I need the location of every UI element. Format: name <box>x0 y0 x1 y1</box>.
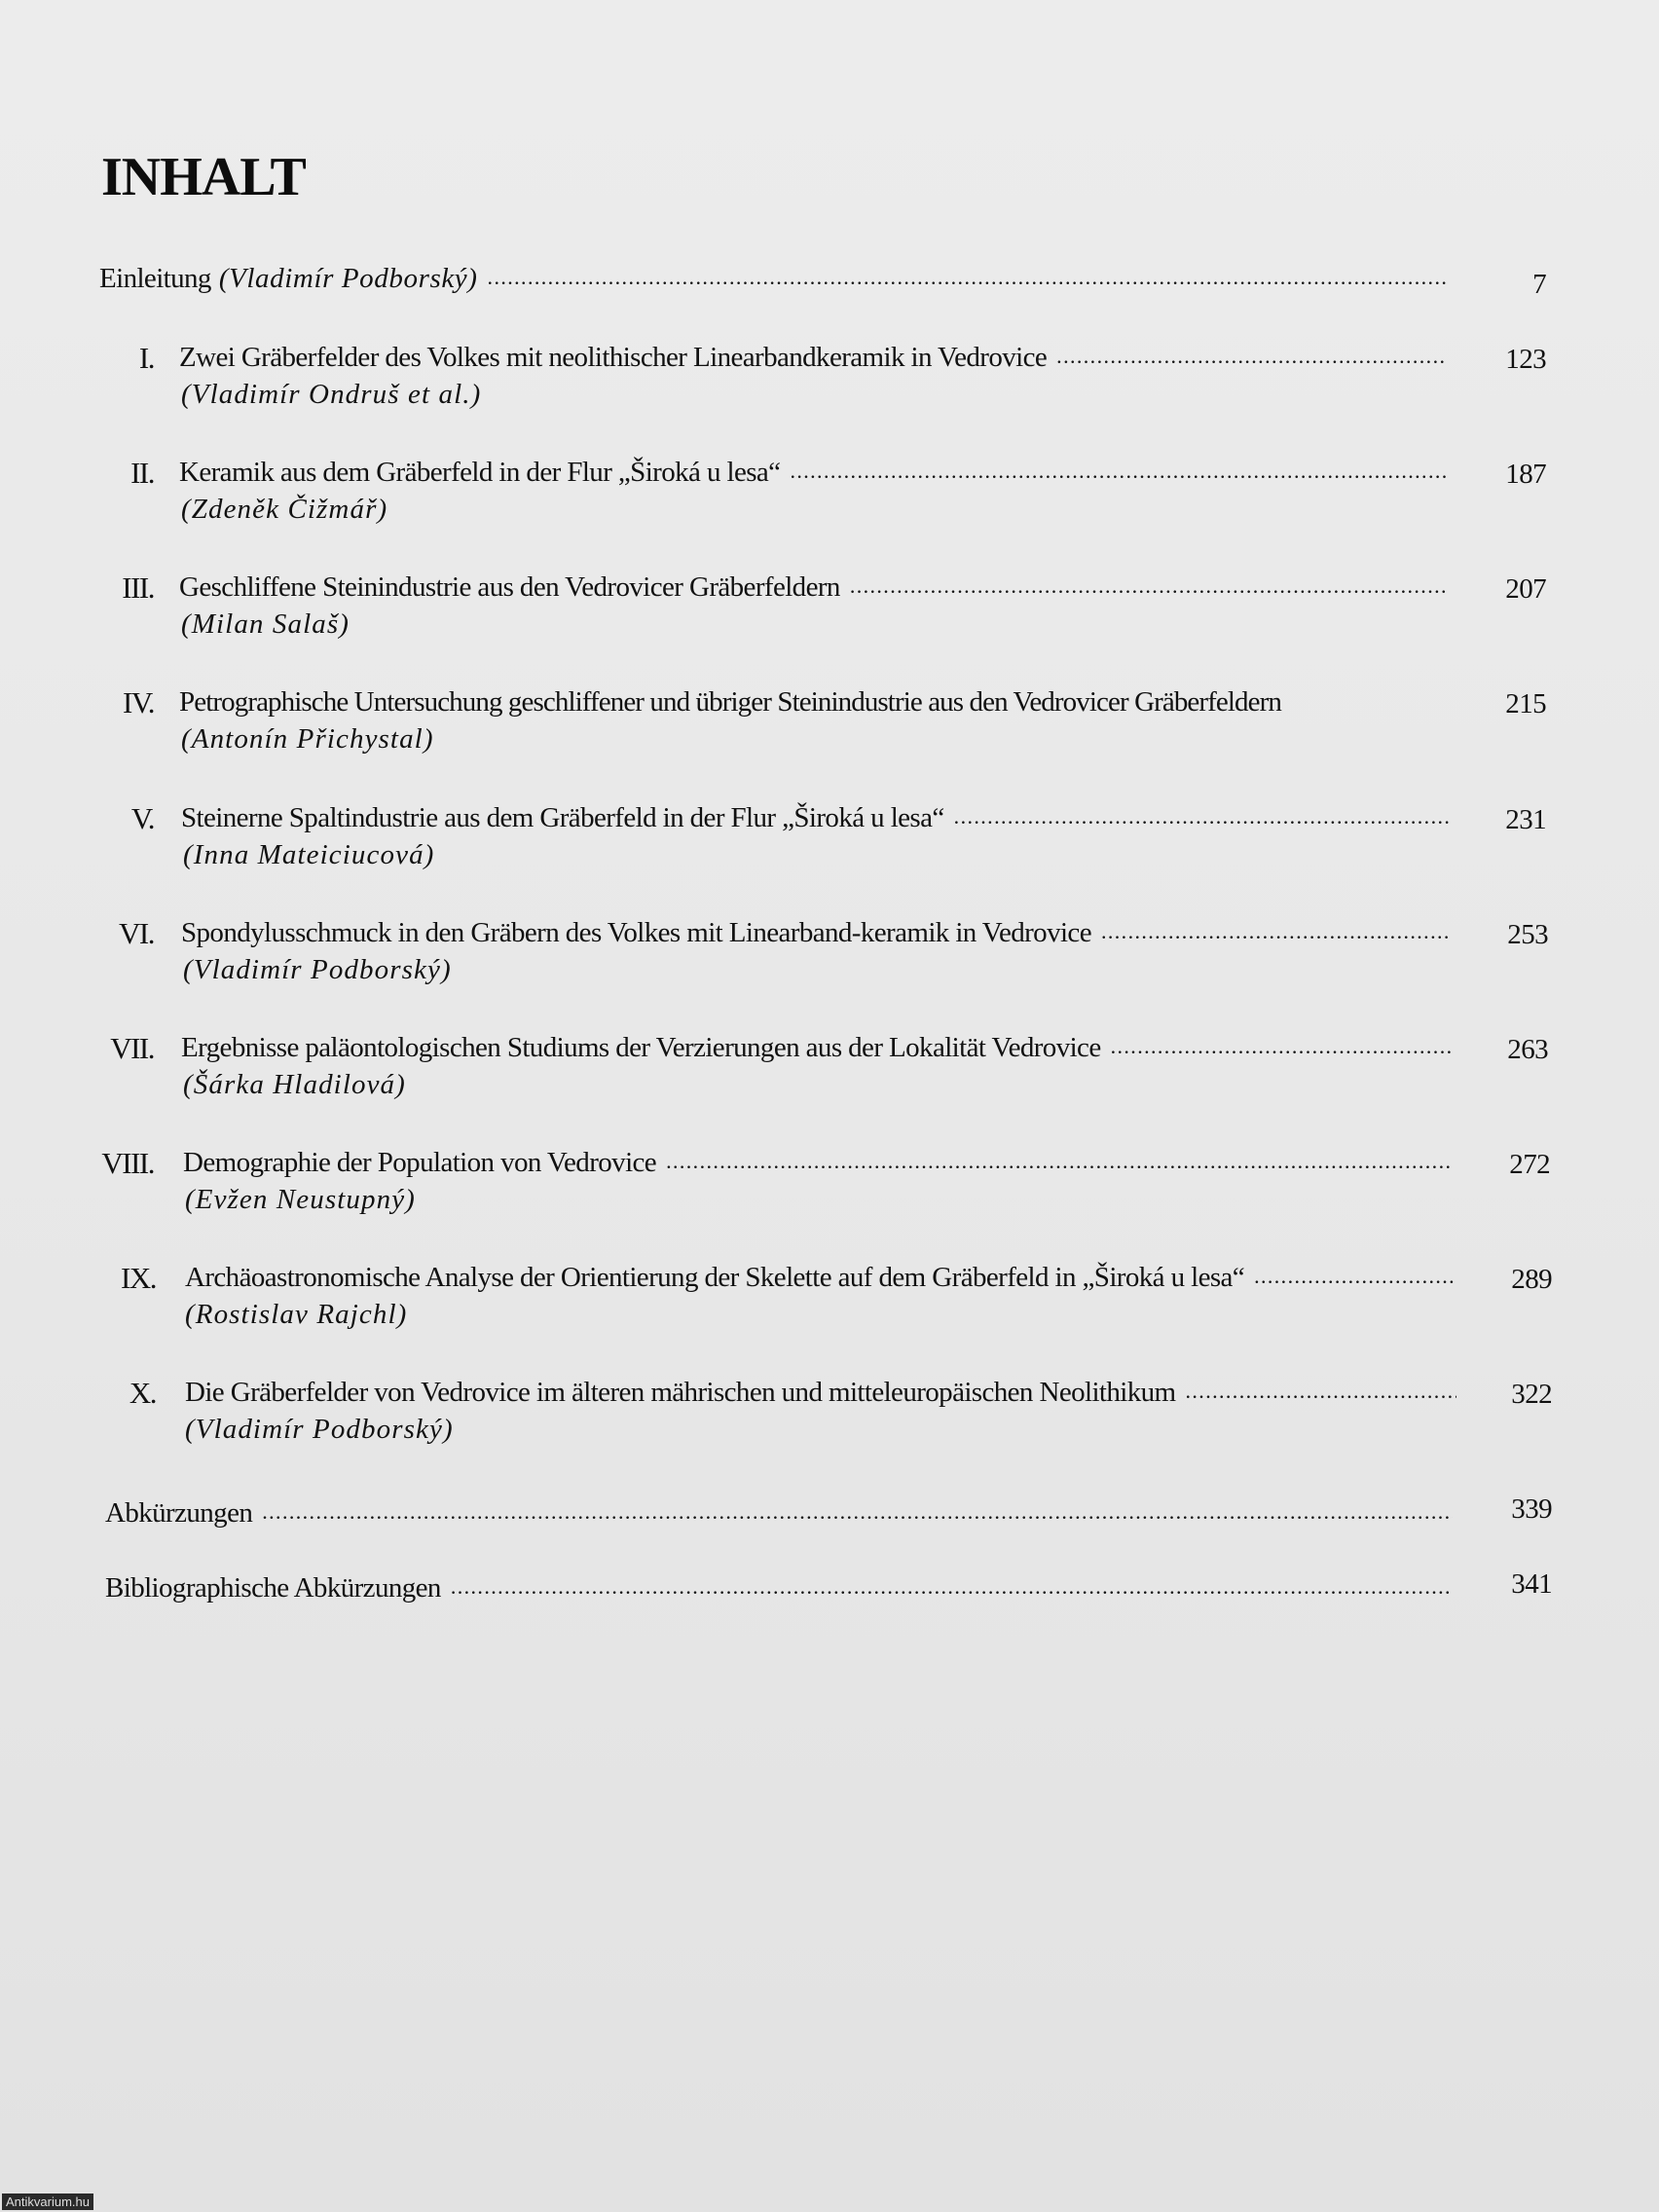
toc-entry-appendix <box>105 1572 1453 1604</box>
chapter-author: (Rostislav Rajchl) <box>185 1299 408 1330</box>
chapter-title: Spondylusschmuck in den Gräbern des Volkes mit Linearband-keramik in Vedrovice <box>181 917 1091 948</box>
leader-dots <box>850 573 1447 599</box>
chapter-title-line <box>185 1377 1456 1409</box>
toc-page-number: 322 <box>1511 1379 1552 1410</box>
chapter-title-line <box>179 457 1447 489</box>
toc-page-number: 263 <box>1507 1034 1548 1065</box>
toc-page-number: 187 <box>1505 459 1546 490</box>
toc-page-number: 207 <box>1505 573 1546 605</box>
toc-page-number: 215 <box>1505 688 1546 719</box>
leader-dots <box>262 1499 1453 1525</box>
chapter-author: (Vladimír Ondruš et al.) <box>181 379 482 410</box>
chapter-number: V. <box>130 801 154 835</box>
chapter-title-line <box>181 917 1449 949</box>
toc-entry-intro <box>99 263 1447 295</box>
leader-dots <box>451 1574 1453 1600</box>
leader-dots <box>954 804 1449 830</box>
chapter-author: (Zdeněk Čižmář) <box>181 494 388 525</box>
chapter-number: II. <box>130 456 154 490</box>
toc-page-number: 272 <box>1509 1149 1550 1180</box>
chapter-number: IV. <box>123 685 154 719</box>
chapter-title-line <box>179 342 1447 374</box>
chapter-number: III. <box>122 571 154 605</box>
chapter-author: (Milan Salaš) <box>181 608 350 640</box>
chapter-author: (Antonín Přichystal) <box>181 723 434 755</box>
chapter-title: Steinerne Spaltindustrie aus dem Gräberfeld in der Flur „Široká u lesa“ <box>181 802 944 833</box>
toc-entry-title: Abkürzungen <box>105 1497 253 1529</box>
chapter-author: (Vladimír Podborský) <box>183 954 452 985</box>
chapter-title: Petrographische Untersuchung geschliffener und übriger Steinindustrie aus den Vedrovicer Gräberfeldern <box>179 686 1281 718</box>
chapter-author: (Šárka Hladilová) <box>183 1069 406 1100</box>
chapter-title: Ergebnisse paläontologischen Studiums der Verzierungen aus der Lokalität Vedrovice <box>181 1032 1101 1063</box>
toc-page-number: 341 <box>1511 1568 1552 1600</box>
chapter-title-line <box>183 1147 1453 1179</box>
chapter-number: VI. <box>119 916 154 950</box>
leader-dots <box>790 459 1447 484</box>
leader-dots <box>1056 344 1447 369</box>
chapter-number: VII. <box>110 1031 154 1065</box>
chapter-author: (Inna Mateiciucová) <box>183 839 435 870</box>
toc-page-number: 7 <box>1532 269 1546 300</box>
page-title: INHALT <box>101 147 306 207</box>
leader-dots <box>1101 919 1449 944</box>
chapter-title-line <box>181 1032 1451 1064</box>
chapter-title: Zwei Gräberfelder des Volkes mit neolithischer Linearbandkeramik in Vedrovice <box>179 342 1048 373</box>
toc-page-number: 339 <box>1511 1493 1552 1525</box>
chapter-author: (Vladimír Podborský) <box>185 1414 454 1445</box>
chapter-title: Keramik aus dem Gräberfeld in der Flur „Široká u lesa“ <box>179 457 781 488</box>
chapter-title-line <box>179 686 1484 719</box>
toc-entry-author: (Vladimír Podborský) <box>218 263 478 294</box>
chapter-title: Geschliffene Steinindustrie aus den Vedrovicer Gräberfeldern <box>179 571 840 603</box>
chapter-title: Die Gräberfelder von Vedrovice im älteren mährischen und mitteleuropäischen Neolithikum <box>185 1377 1176 1408</box>
toc-page-number: 289 <box>1511 1264 1552 1295</box>
chapter-author: (Evžen Neustupný) <box>185 1184 416 1215</box>
toc-page-number: 123 <box>1505 344 1546 375</box>
chapter-title-line <box>179 571 1447 604</box>
toc-entry-title: Bibliographische Abkürzungen <box>105 1572 441 1604</box>
chapter-number: VIII. <box>101 1146 154 1180</box>
chapter-number: IX. <box>121 1261 156 1295</box>
chapter-title-line <box>181 802 1449 834</box>
leader-dots <box>1111 1034 1451 1059</box>
toc-entry-appendix <box>105 1497 1453 1530</box>
chapter-title: Archäoastronomische Analyse der Orientierung der Skelette auf dem Gräberfeld in „Široká u lesa“ <box>185 1262 1245 1293</box>
toc-page-number: 253 <box>1507 919 1548 950</box>
leader-dots <box>666 1149 1453 1174</box>
chapter-title-line <box>185 1262 1456 1294</box>
leader-dots <box>1186 1379 1457 1404</box>
toc-page-number: 231 <box>1505 804 1546 835</box>
chapter-number: X. <box>129 1376 156 1410</box>
leader-dots <box>1254 1264 1456 1289</box>
watermark: Antikvarium.hu <box>2 2194 93 2210</box>
leader-dots <box>488 265 1447 290</box>
toc-entry-title: Einleitung <box>99 263 211 294</box>
chapter-number: I. <box>138 341 154 375</box>
chapter-title: Demographie der Population von Vedrovice <box>183 1147 657 1178</box>
